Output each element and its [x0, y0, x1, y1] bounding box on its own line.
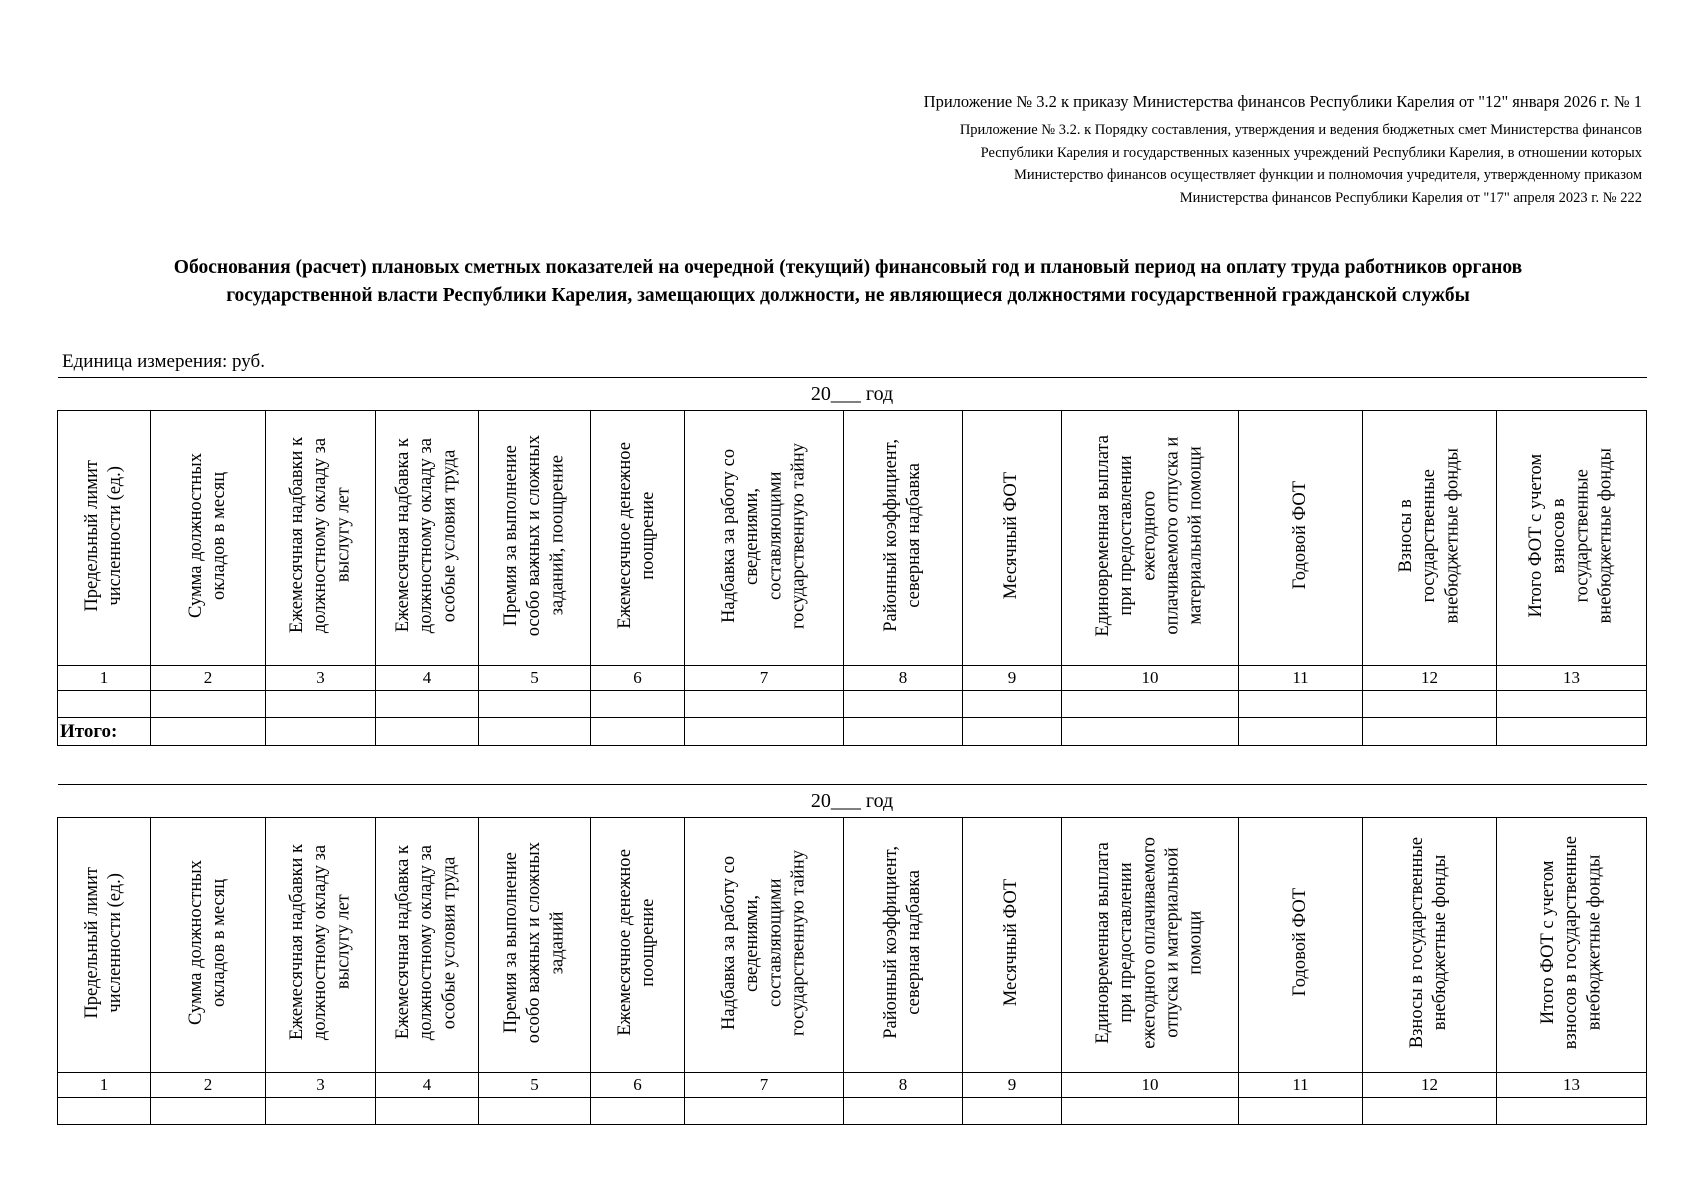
title-line: государственной власти Республики Карелия, замещающих должности, не являющиеся должностями государственной гражданской службы — [226, 285, 1470, 307]
appendix-main-line: Приложение № 3.2 к приказу Министерства финансов Республики Карелия от "12" января 2026 г. № 1 — [923, 92, 1642, 111]
column-header-text: Районный коэффициент, северная надбавка — [880, 846, 924, 1039]
column-header — [376, 411, 479, 666]
data-cell[interactable] — [479, 1098, 591, 1125]
column-header — [1363, 818, 1497, 1073]
column-number-row — [58, 666, 1647, 691]
column-header-text: Месячный ФОТ — [1001, 471, 1022, 600]
total-label: Итого: — [58, 718, 151, 746]
column-number: 8 — [844, 1073, 963, 1098]
appendix-header — [924, 90, 1642, 209]
column-header-row — [58, 818, 1647, 1073]
column-number: 12 — [1363, 1073, 1497, 1098]
column-header — [58, 411, 151, 666]
column-header — [479, 411, 591, 666]
data-cell[interactable] — [1497, 1098, 1647, 1125]
data-cell[interactable] — [376, 691, 479, 718]
column-header-text: Ежемесячное денежное поощрение — [615, 442, 659, 629]
column-number: 6 — [591, 1073, 685, 1098]
data-cell[interactable] — [963, 691, 1062, 718]
column-header-text: Ежемесячная надбавка к должностному окладу за особые условия труда — [393, 844, 460, 1041]
column-header-text: Месячный ФОТ — [1001, 878, 1022, 1007]
data-cell[interactable] — [1062, 691, 1239, 718]
column-header-text: Надбавка за работу со сведениями, составляющими государственную тайну — [718, 442, 809, 629]
column-number: 9 — [963, 1073, 1062, 1098]
column-header-text: Премия за выполнение особо важных и сложных заданий, поощрение — [500, 434, 568, 637]
column-number: 13 — [1497, 1073, 1647, 1098]
column-header — [266, 411, 376, 666]
column-header-text: Взносы в государственные внебюджетные фонды — [1395, 447, 1463, 624]
data-cell[interactable] — [58, 691, 151, 718]
column-header — [963, 411, 1062, 666]
column-number: 13 — [1497, 666, 1647, 691]
column-header-text: Итого ФОТ с учетом взносов в государственные внебюджетные фонды — [1526, 447, 1616, 624]
data-cell[interactable] — [1062, 1098, 1239, 1125]
column-header — [1497, 411, 1647, 666]
column-number: 1 — [58, 1073, 151, 1098]
column-header-text: Ежемесячная надбавки к должностному окладу за выслугу лет — [286, 437, 354, 634]
column-number: 2 — [151, 666, 266, 691]
column-number: 10 — [1062, 1073, 1239, 1098]
year-row — [58, 378, 1647, 411]
column-number: 2 — [151, 1073, 266, 1098]
column-number: 11 — [1239, 666, 1363, 691]
column-header-text: Районный коэффициент, северная надбавка — [880, 439, 924, 632]
year-label — [58, 378, 1647, 411]
column-header-text: Сумма должностных окладов в месяц — [185, 860, 229, 1025]
appendix-sub-line: Министерства финансов Республики Карелия от "17" апреля 2023 г. № 222 — [1179, 189, 1642, 206]
total-cell[interactable] — [963, 718, 1062, 746]
total-cell[interactable] — [1239, 718, 1363, 746]
column-header-text: Ежемесячное денежное поощрение — [615, 849, 659, 1036]
column-number: 3 — [266, 1073, 376, 1098]
column-header-text: Годовой ФОТ — [1289, 481, 1310, 590]
data-cell[interactable] — [591, 1098, 685, 1125]
title-line: Обоснования (расчет) плановых сметных показателей на очередной (текущий) финансовый год и плановый период на оплату труда работников органов — [173, 257, 1523, 278]
column-number: 10 — [1062, 666, 1239, 691]
total-cell[interactable] — [591, 718, 685, 746]
data-cell[interactable] — [1363, 691, 1497, 718]
column-header-text: Надбавка за работу со сведениями, составляющими государственную тайну — [718, 849, 809, 1036]
column-header — [1239, 411, 1363, 666]
year-label — [58, 785, 1647, 818]
column-header — [151, 411, 266, 666]
data-cell[interactable] — [376, 1098, 479, 1125]
appendix-sub-line: Министерство финансов осуществляет функции и полномочия учредителя, утвержденному приказом — [1014, 167, 1642, 184]
column-header — [591, 818, 685, 1073]
column-header-text: Единовременная выплата при предоставлении ежегодного оплачиваемого отпуска и материальной помощи — [1093, 434, 1206, 637]
column-header — [376, 818, 479, 1073]
unit-label: Единица измерения: руб. — [62, 351, 265, 372]
appendix-sub-line: Приложение № 3.2. к Порядку составления, утверждения и ведения бюджетных смет Министерства финансов — [959, 122, 1642, 139]
column-number: 6 — [591, 666, 685, 691]
data-cell[interactable] — [1363, 1098, 1497, 1125]
column-number: 12 — [1363, 666, 1497, 691]
data-cell[interactable] — [58, 1098, 151, 1125]
total-cell[interactable] — [844, 718, 963, 746]
column-header — [844, 411, 963, 666]
column-header — [685, 818, 844, 1073]
total-cell[interactable] — [376, 718, 479, 746]
data-cell[interactable] — [151, 691, 266, 718]
column-number: 4 — [376, 1073, 479, 1098]
data-cell[interactable] — [844, 1098, 963, 1125]
total-row — [58, 718, 1647, 746]
data-cell[interactable] — [1239, 1098, 1363, 1125]
column-number: 5 — [479, 666, 591, 691]
calculation-table-2 — [57, 784, 1647, 1125]
column-number: 3 — [266, 666, 376, 691]
column-header-text: Премия за выполнение особо важных и сложных заданий — [500, 841, 568, 1044]
total-cell[interactable] — [1363, 718, 1497, 746]
total-cell[interactable] — [685, 718, 844, 746]
column-header-text: Ежемесячная надбавки к должностному окладу за выслугу лет — [286, 844, 354, 1041]
data-row — [58, 691, 1647, 718]
data-cell[interactable] — [685, 691, 844, 718]
column-header — [591, 411, 685, 666]
data-cell[interactable] — [1239, 691, 1363, 718]
column-number-row — [58, 1073, 1647, 1098]
column-number: 4 — [376, 666, 479, 691]
appendix-sub-lines — [924, 119, 1642, 209]
appendix-sub-line: Республики Карелия и государственных казенных учреждений Республики Карелия, в отношении которых — [980, 144, 1642, 161]
column-header-text: Ежемесячная надбавка к должностному окладу за особые условия труда — [393, 437, 460, 634]
data-cell[interactable] — [266, 691, 376, 718]
calculation-table-1 — [57, 377, 1647, 746]
data-cell[interactable] — [151, 1098, 266, 1125]
column-header — [1062, 411, 1239, 666]
total-cell[interactable] — [266, 718, 376, 746]
column-number: 7 — [685, 666, 844, 691]
data-cell[interactable] — [479, 691, 591, 718]
column-number: 5 — [479, 1073, 591, 1098]
data-cell[interactable] — [963, 1098, 1062, 1125]
column-header — [685, 411, 844, 666]
column-number: 1 — [58, 666, 151, 691]
column-number: 9 — [963, 666, 1062, 691]
column-header-text: Взносы в государственные внебюджетные фонды — [1407, 836, 1451, 1049]
column-header — [1497, 818, 1647, 1073]
year-label-text: 20___ год — [810, 382, 894, 405]
column-header — [963, 818, 1062, 1073]
column-header-text: Сумма должностных окладов в месяц — [185, 453, 229, 618]
total-cell[interactable] — [479, 718, 591, 746]
data-row — [58, 1098, 1647, 1125]
column-header — [844, 818, 963, 1073]
column-header — [1239, 818, 1363, 1073]
column-header-text: Предельный лимит численности (ед.) — [81, 459, 125, 612]
column-header-text: Годовой ФОТ — [1289, 888, 1310, 997]
data-cell[interactable] — [266, 1098, 376, 1125]
column-header-text: Итого ФОТ с учетом взносов в государственные внебюджетные фонды — [1537, 835, 1605, 1050]
column-header-text: Предельный лимит численности (ед.) — [81, 866, 125, 1019]
data-cell[interactable] — [685, 1098, 844, 1125]
column-number: 11 — [1239, 1073, 1363, 1098]
column-header-text: Единовременная выплата при предоставлении ежегодного оплачиваемого отпуска и материальной помощи — [1093, 836, 1206, 1049]
year-label-text: 20___ год — [810, 789, 894, 812]
column-header — [1363, 411, 1497, 666]
document-title — [60, 254, 1636, 311]
data-cell[interactable] — [844, 691, 963, 718]
column-number: 8 — [844, 666, 963, 691]
column-header — [151, 818, 266, 1073]
column-header — [58, 818, 151, 1073]
year-row — [58, 785, 1647, 818]
column-number: 7 — [685, 1073, 844, 1098]
column-header — [266, 818, 376, 1073]
total-cell[interactable] — [1062, 718, 1239, 746]
column-header-row — [58, 411, 1647, 666]
column-header — [479, 818, 591, 1073]
column-header — [1062, 818, 1239, 1073]
data-cell[interactable] — [1497, 691, 1647, 718]
total-cell[interactable] — [1497, 718, 1647, 746]
total-cell[interactable] — [151, 718, 266, 746]
data-cell[interactable] — [591, 691, 685, 718]
